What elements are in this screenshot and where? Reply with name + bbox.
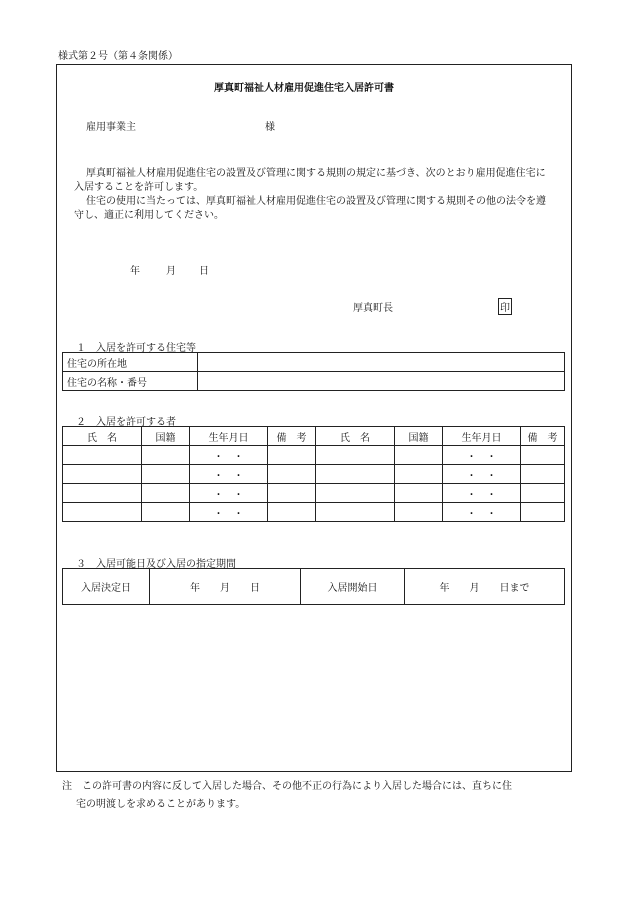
col-name-1: 氏 名	[63, 427, 142, 446]
nationality-cell[interactable]	[395, 446, 443, 465]
name-cell[interactable]	[63, 484, 142, 503]
table-row	[63, 372, 565, 391]
addressee-label: 雇用事業主	[86, 122, 136, 133]
nationality-cell[interactable]	[142, 465, 190, 484]
col-remarks-1: 備 考	[268, 427, 316, 446]
name-cell[interactable]	[316, 465, 395, 484]
remarks-cell[interactable]	[521, 503, 565, 522]
name-cell[interactable]	[316, 446, 395, 465]
document-title: 厚真町福祉人材雇用促進住宅入居許可書	[214, 83, 394, 94]
table-row	[63, 446, 565, 465]
start-date-value[interactable]: 年 月 日まで	[405, 569, 565, 605]
section2-heading: ２ 入居を許可する者	[76, 417, 176, 428]
form-number: 様式第２号（第４条関係）	[58, 51, 178, 62]
body-paragraph-1: 厚真町福祉人材雇用促進住宅の設置及び管理に関する規則の規定に基づき、次のとおり雇用促進住宅に入居することを許可します。	[74, 168, 546, 193]
dob-cell[interactable]: ・ ・	[190, 446, 268, 465]
col-nationality-2: 国籍	[395, 427, 443, 446]
remarks-cell[interactable]	[268, 503, 316, 522]
col-remarks-2: 備 考	[521, 427, 565, 446]
housing-location-label: 住宅の所在地	[63, 353, 198, 372]
name-cell[interactable]	[316, 484, 395, 503]
table-header-row	[63, 427, 565, 446]
remarks-cell[interactable]	[521, 465, 565, 484]
table-row	[63, 569, 565, 605]
note-line-1: 注 この許可書の内容に反して入居した場合、その他不正の行為により入居した場合には、直ちに住	[62, 781, 512, 792]
nationality-cell[interactable]	[395, 465, 443, 484]
name-cell[interactable]	[63, 465, 142, 484]
nationality-cell[interactable]	[142, 446, 190, 465]
remarks-cell[interactable]	[521, 446, 565, 465]
seal-mark: 印	[498, 298, 512, 315]
housing-location-value[interactable]	[198, 353, 565, 372]
body-paragraph-2: 住宅の使用に当たっては、厚真町福祉人材雇用促進住宅の設置及び管理に関する規則その他の法令を遵守し、適正に利用してください。	[74, 196, 546, 221]
remarks-cell[interactable]	[268, 446, 316, 465]
housing-table	[62, 352, 565, 391]
col-name-2: 氏 名	[316, 427, 395, 446]
dob-cell[interactable]: ・ ・	[443, 484, 521, 503]
nationality-cell[interactable]	[142, 484, 190, 503]
table-row	[63, 353, 565, 372]
note-line-2: 宅の明渡しを求めることがあります。	[76, 799, 246, 810]
col-nationality-1: 国籍	[142, 427, 190, 446]
name-cell[interactable]	[316, 503, 395, 522]
housing-name-label: 住宅の名称・番号	[63, 372, 198, 391]
date-year: 年	[130, 266, 140, 277]
table-row	[63, 503, 565, 522]
remarks-cell[interactable]	[268, 465, 316, 484]
period-table	[62, 568, 565, 605]
dob-cell[interactable]: ・ ・	[443, 465, 521, 484]
dob-cell[interactable]: ・ ・	[443, 503, 521, 522]
decision-date-label: 入居決定日	[63, 569, 150, 605]
start-date-label: 入居開始日	[301, 569, 405, 605]
housing-name-value[interactable]	[198, 372, 565, 391]
nationality-cell[interactable]	[395, 484, 443, 503]
section1-heading: １ 入居を許可する住宅等	[76, 343, 196, 354]
date-month: 月	[166, 266, 176, 277]
col-dob-1: 生年月日	[190, 427, 268, 446]
nationality-cell[interactable]	[142, 503, 190, 522]
table-row	[63, 484, 565, 503]
name-cell[interactable]	[63, 446, 142, 465]
dob-cell[interactable]: ・ ・	[190, 503, 268, 522]
table-row	[63, 465, 565, 484]
nationality-cell[interactable]	[395, 503, 443, 522]
dob-cell[interactable]: ・ ・	[443, 446, 521, 465]
addressee-honorific: 様	[265, 122, 275, 133]
decision-date-value[interactable]: 年 月 日	[150, 569, 301, 605]
dob-cell[interactable]: ・ ・	[190, 465, 268, 484]
remarks-cell[interactable]	[521, 484, 565, 503]
date-day: 日	[199, 266, 209, 277]
issuer-title: 厚真町長	[353, 303, 393, 314]
dob-cell[interactable]: ・ ・	[190, 484, 268, 503]
section3-heading: ３ 入居可能日及び入居の指定期間	[76, 559, 236, 570]
remarks-cell[interactable]	[268, 484, 316, 503]
residents-table	[62, 426, 565, 522]
col-dob-2: 生年月日	[443, 427, 521, 446]
name-cell[interactable]	[63, 503, 142, 522]
